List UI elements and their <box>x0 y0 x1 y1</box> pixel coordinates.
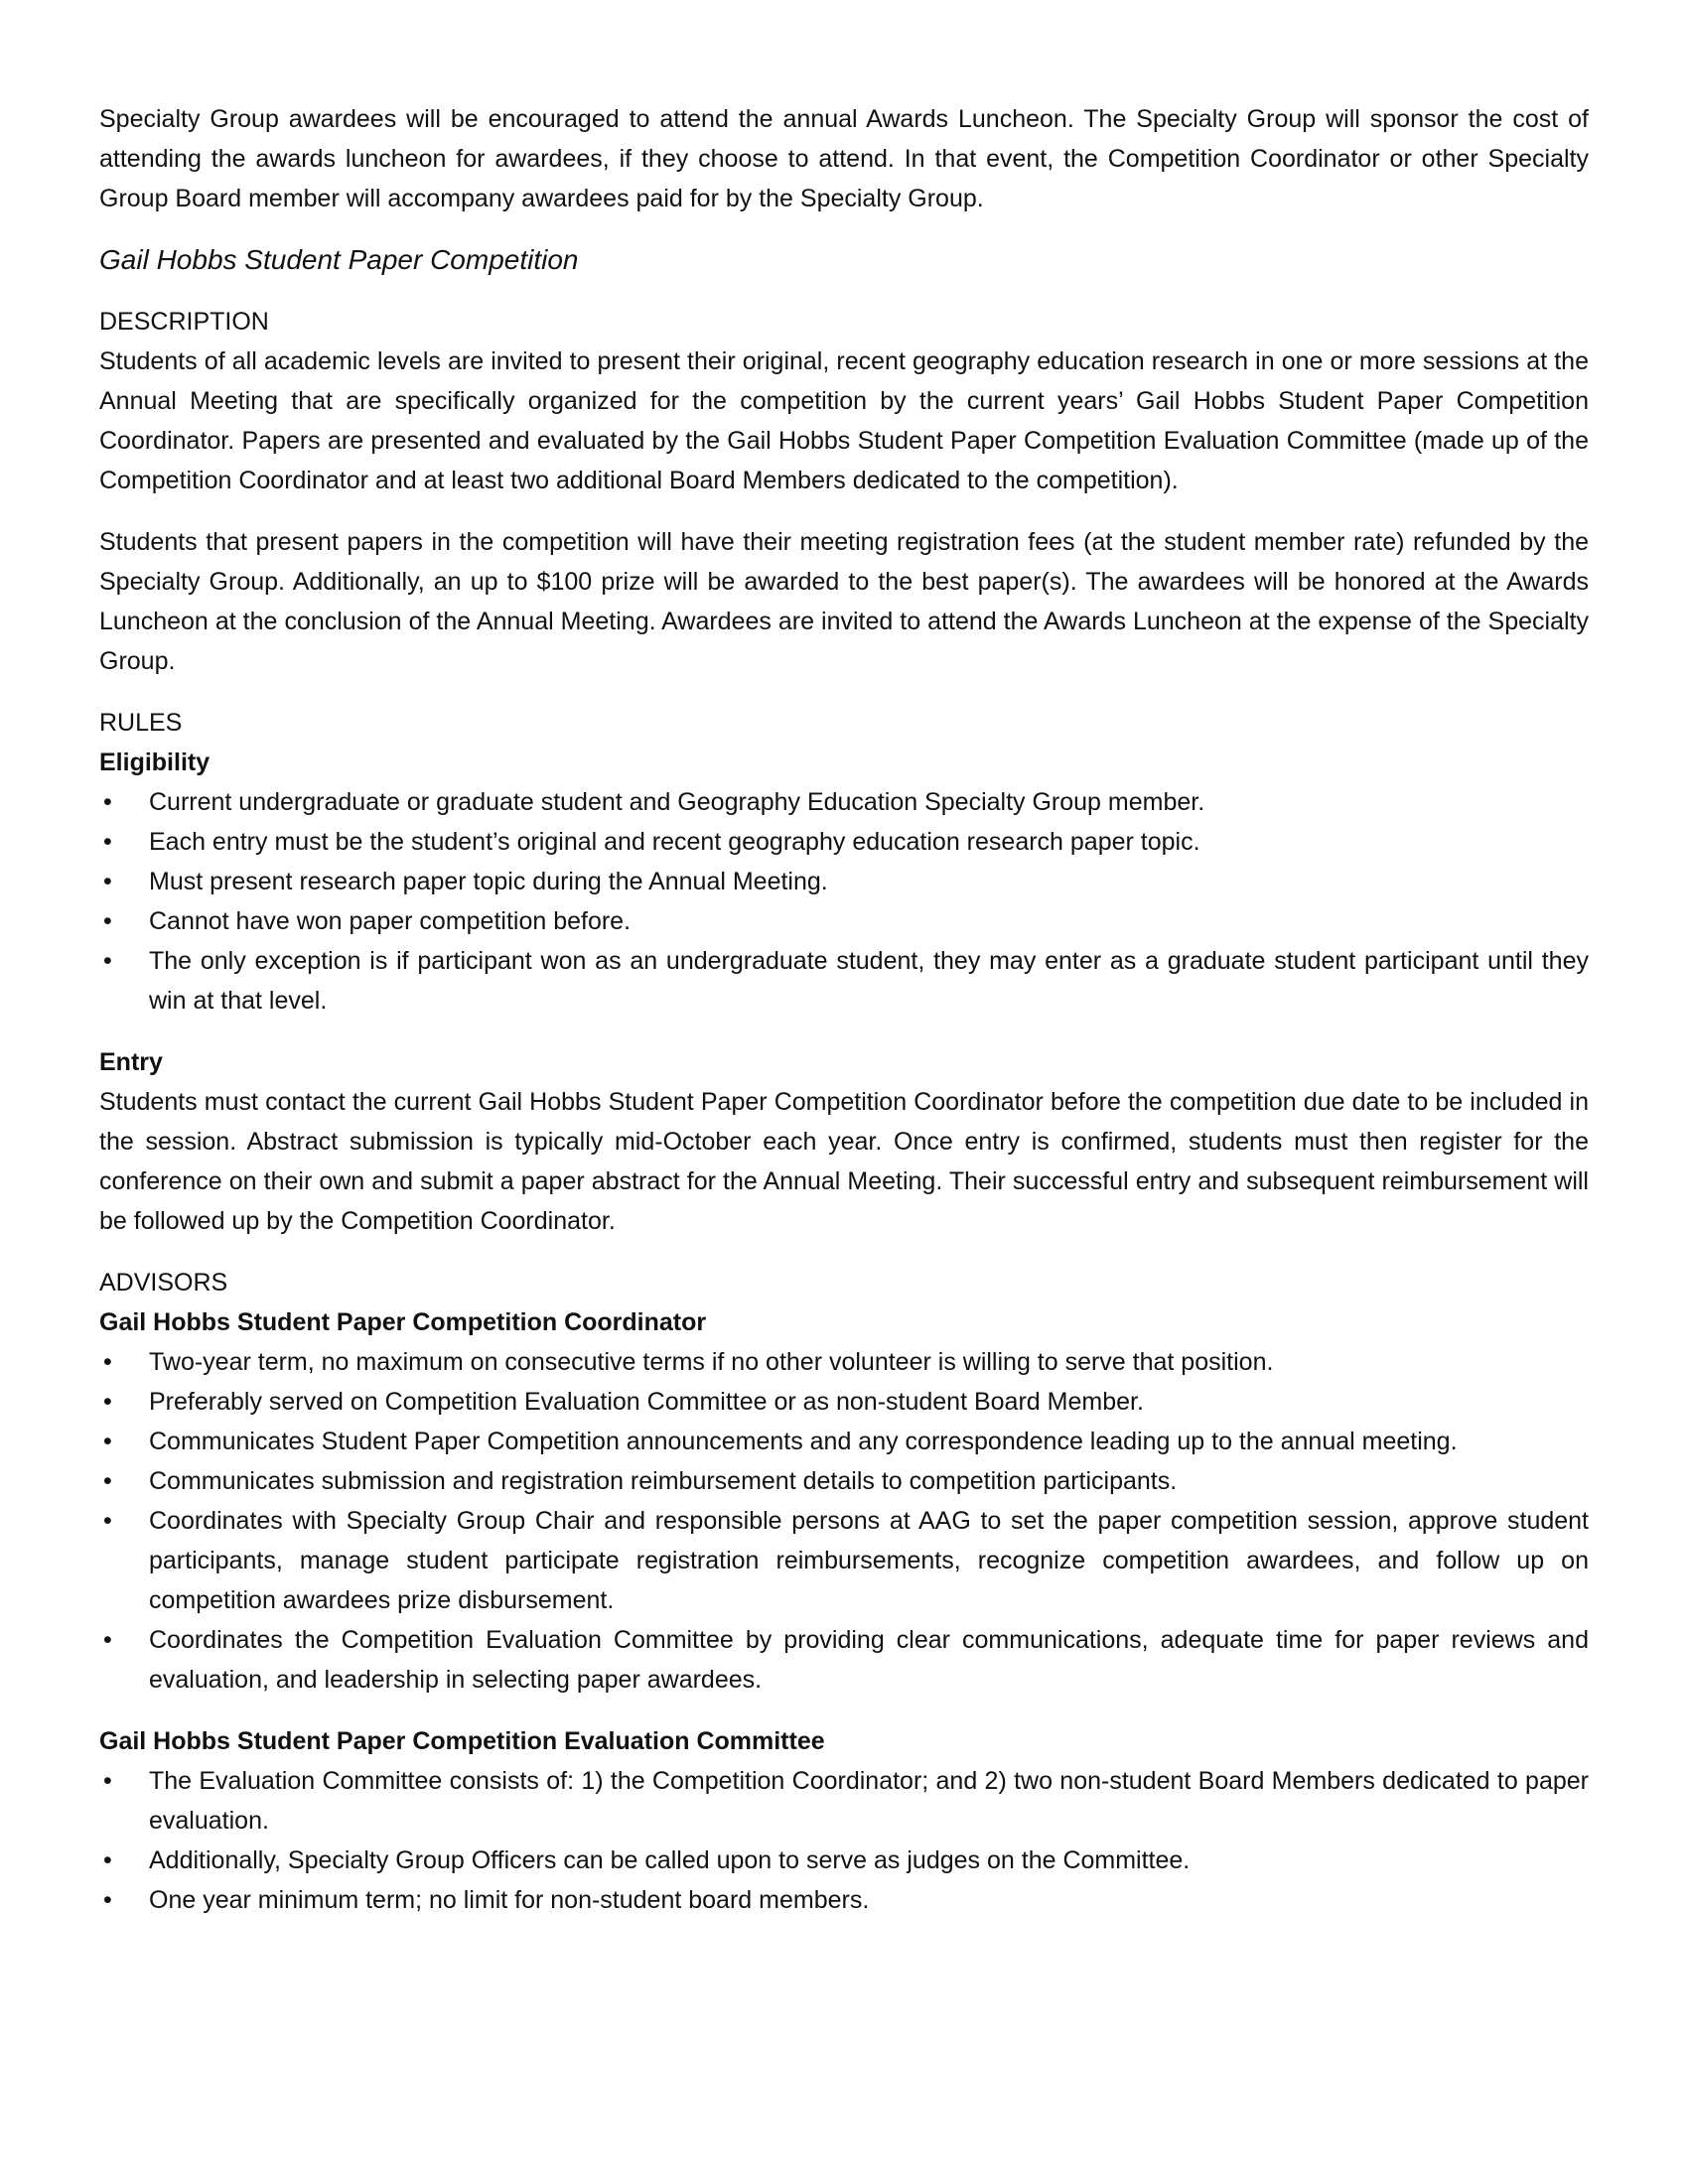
bullet-icon: • <box>103 828 112 856</box>
list-item: • Each entry must be the student’s original and recent geography education research paper topic. <box>99 822 1589 862</box>
bullet-icon: • <box>103 1626 112 1654</box>
list-item: • One year minimum term; no limit for non-student board members. <box>99 1880 1589 1920</box>
entry-paragraph: Students must contact the current Gail Hobbs Student Paper Competition Coordinator before the competition due date to be included in the session. Abstract submission is typically mid-October each year. Once entry is confirmed, students must then register for the conference on their own and submit a paper abstract for the Annual Meeting. Their successful entry and subsequent reimbursement will be followed up by the Competition Coordinator. <box>99 1088 1589 1235</box>
list-item: • Communicates submission and registration reimbursement details to competition participants. <box>99 1461 1589 1501</box>
rules-heading: RULES <box>99 709 183 737</box>
bullet-icon: • <box>103 907 112 935</box>
bullet-icon: • <box>103 1348 112 1376</box>
bullet-icon: • <box>103 947 112 975</box>
list-item: • The only exception is if participant won as an undergraduate student, they may enter as a graduate student participant until they win at that level. <box>99 941 1589 1021</box>
bullet-icon: • <box>103 788 112 816</box>
bullet-icon: • <box>103 1886 112 1914</box>
committee-list <box>99 1761 1589 1920</box>
document-page <box>99 99 1589 1942</box>
committee-heading: Gail Hobbs Student Paper Competition Evaluation Committee <box>99 1727 825 1755</box>
coordinator-heading: Gail Hobbs Student Paper Competition Coordinator <box>99 1308 707 1336</box>
bullet-icon: • <box>103 1507 112 1535</box>
bullet-icon: • <box>103 1467 112 1495</box>
list-item: • Additionally, Specialty Group Officers can be called upon to serve as judges on the Committee. <box>99 1841 1589 1880</box>
list-item: • Communicates Student Paper Competition announcements and any correspondence leading up to the annual meeting. <box>99 1422 1589 1461</box>
eligibility-heading: Eligibility <box>99 749 211 776</box>
section-title: Gail Hobbs Student Paper Competition <box>99 244 579 275</box>
list-item: • Current undergraduate or graduate student and Geography Education Specialty Group member. <box>99 782 1589 822</box>
coordinator-list <box>99 1342 1589 1700</box>
description-paragraph-1: Students of all academic levels are invited to present their original, recent geography education research in one or more sessions at the Annual Meeting that are specifically organized for the competition by the current years’ Gail Hobbs Student Paper Competition Coordinator. Papers are presented and evaluated by the Gail Hobbs Student Paper Competition Evaluation Committee (made up of the Competition Coordinator and at least two additional Board Members dedicated to the competition). <box>99 347 1589 494</box>
bullet-icon: • <box>103 1767 112 1795</box>
description-heading: DESCRIPTION <box>99 308 269 336</box>
list-item: • Must present research paper topic during the Annual Meeting. <box>99 862 1589 901</box>
description-paragraph-2: Students that present papers in the competition will have their meeting registration fees (at the student member rate) refunded by the Specialty Group. Additionally, an up to $100 prize will be awarded to the best paper(s). The awardees will be honored at the Awards Luncheon at the conclusion of the Annual Meeting. Awardees are invited to attend the Awards Luncheon at the expense of the Specialty Group. <box>99 528 1589 675</box>
list-item: • Coordinates with Specialty Group Chair and responsible persons at AAG to set the paper competition session, approve student participants, manage student participate registration reimbursements, recognize competition awardees, and follow up on competition awardees prize disbursement. <box>99 1501 1589 1620</box>
list-item: • Preferably served on Competition Evaluation Committee or as non-student Board Member. <box>99 1382 1589 1422</box>
bullet-icon: • <box>103 1388 112 1416</box>
intro-paragraph: Specialty Group awardees will be encouraged to attend the annual Awards Luncheon. The Specialty Group will sponsor the cost of attending the awards luncheon for awardees, if they choose to attend. In that event, the Competition Coordinator or other Specialty Group Board member will accompany awardees paid for by the Specialty Group. <box>99 105 1589 212</box>
advisors-heading: ADVISORS <box>99 1269 228 1297</box>
entry-heading: Entry <box>99 1048 163 1076</box>
bullet-icon: • <box>103 1846 112 1874</box>
list-item: • Two-year term, no maximum on consecutive terms if no other volunteer is willing to serve that position. <box>99 1342 1589 1382</box>
eligibility-list <box>99 782 1589 1021</box>
list-item: • Cannot have won paper competition before. <box>99 901 1589 941</box>
bullet-icon: • <box>103 868 112 895</box>
list-item: • The Evaluation Committee consists of: 1) the Competition Coordinator; and 2) two non-student Board Members dedicated to paper evaluation. <box>99 1761 1589 1841</box>
bullet-icon: • <box>103 1428 112 1455</box>
list-item: • Coordinates the Competition Evaluation Committee by providing clear communications, adequate time for paper reviews and evaluation, and leadership in selecting paper awardees. <box>99 1620 1589 1700</box>
